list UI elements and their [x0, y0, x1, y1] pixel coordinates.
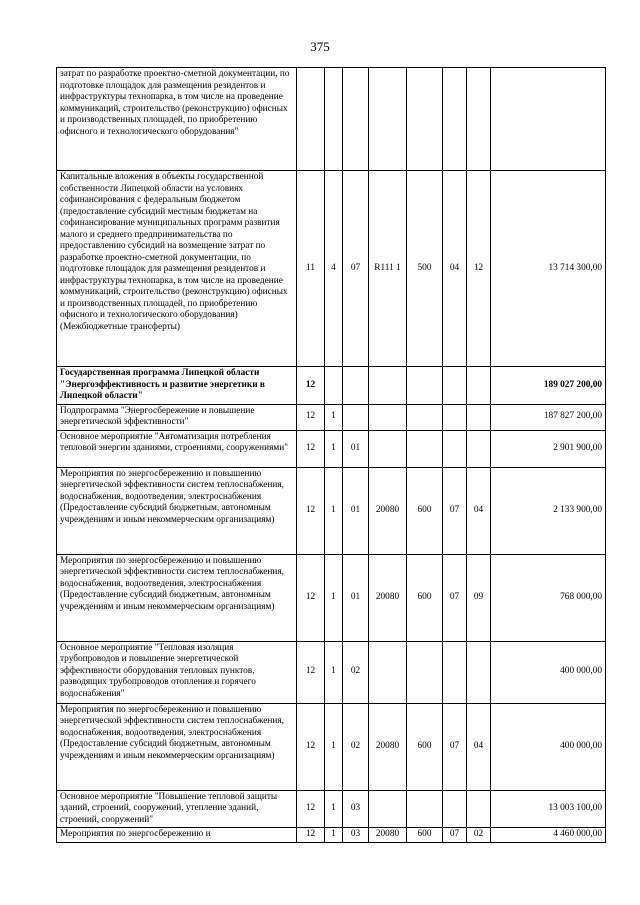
activity-code-cell: 03	[343, 790, 369, 828]
row-description: затрат по разработке проектно-сметной документации, по подготовке площадок для размещения резидентов и инфраструктуры технопарка, в том числе на проведение коммуникаций, строительство (реконструкцию) офисных и производственных площадей, по приобретению офисного и технологического оборудования"	[57, 68, 297, 171]
expense-type-cell	[407, 404, 443, 430]
activity-code-cell: 02	[343, 641, 369, 703]
expense-type-cell	[407, 430, 443, 467]
subprogram-code-cell: 1	[325, 828, 343, 843]
direction-code-cell: 20080	[369, 554, 407, 641]
direction-code-cell	[369, 367, 407, 405]
amount-cell: 2 133 900,00	[491, 467, 606, 554]
subsection-cell: 04	[467, 703, 491, 790]
section-cell	[443, 68, 467, 171]
program-code-cell: 12	[297, 790, 325, 828]
section-cell	[443, 430, 467, 467]
row-description: Мероприятия по энергосбережению и повышению энергетической эффективности систем теплоснабжения, водоснабжения, водоотведения, электроснабжения (Предоставление субсидий бюджетным, автономным учреждениям и иным некоммерческим организациям)	[57, 467, 297, 554]
direction-code-cell	[369, 790, 407, 828]
subprogram-code-cell: 1	[325, 467, 343, 554]
activity-code-cell: 01	[343, 554, 369, 641]
subsection-cell	[467, 790, 491, 828]
direction-code-cell	[369, 641, 407, 703]
section-cell: 07	[443, 554, 467, 641]
table-row	[57, 641, 606, 703]
activity-code-cell	[343, 404, 369, 430]
section-cell	[443, 404, 467, 430]
program-code-cell: 12	[297, 367, 325, 405]
expense-type-cell: 600	[407, 467, 443, 554]
program-code-cell: 11	[297, 171, 325, 367]
expense-type-cell: 500	[407, 171, 443, 367]
subsection-cell	[467, 404, 491, 430]
subprogram-code-cell: 1	[325, 430, 343, 467]
activity-code-cell: 03	[343, 828, 369, 843]
row-description: Мероприятия по энергосбережению и	[57, 828, 297, 843]
section-cell: 07	[443, 703, 467, 790]
section-cell: 07	[443, 828, 467, 843]
subprogram-code-cell: 1	[325, 641, 343, 703]
program-code-cell: 12	[297, 404, 325, 430]
row-description: Капитальные вложения в объекты государственной собственности Липецкой области на условиях софинансирования с федеральным бюджетом (предоставление субсидий местным бюджетам на софинансирование муниципальных программ развития малого и среднего предпринимательства по предоставлению субсидий на возмещение затрат по разработке проектно-сметной документации, по подготовке площадок для размещения резидентов и инфраструктуры технопарка, в том числе на проведение коммуникаций, строительство (реконструкцию) офисных и производственных площадей, по приобретению офисного и технологического оборудования) (Межбюджетные трансферты)	[57, 171, 297, 367]
table-row	[57, 68, 606, 171]
row-description: Государственная программа Липецкой области "Энергоэффективность и развитие энергетики в Липецкой области"	[57, 367, 297, 405]
table-row	[57, 703, 606, 790]
amount-cell: 400 000,00	[491, 641, 606, 703]
subprogram-code-cell	[325, 367, 343, 405]
program-code-cell	[297, 68, 325, 171]
direction-code-cell	[369, 404, 407, 430]
expense-type-cell: 600	[407, 703, 443, 790]
program-code-cell: 12	[297, 554, 325, 641]
section-cell	[443, 641, 467, 703]
table-row	[57, 404, 606, 430]
subsection-cell	[467, 367, 491, 405]
section-cell	[443, 790, 467, 828]
amount-cell: 4 460 000,00	[491, 828, 606, 843]
amount-cell: 187 827 200,00	[491, 404, 606, 430]
expense-type-cell	[407, 367, 443, 405]
subsection-cell	[467, 68, 491, 171]
program-code-cell: 12	[297, 467, 325, 554]
activity-code-cell: 01	[343, 467, 369, 554]
subprogram-code-cell: 4	[325, 171, 343, 367]
row-description: Основное мероприятие "Тепловая изоляция трубопроводов и повышение энергетической эффективности оборудования тепловых пунктов, разводящих трубопроводов отопления и горячего водоснабжения"	[57, 641, 297, 703]
direction-code-cell: R111 1	[369, 171, 407, 367]
activity-code-cell	[343, 68, 369, 171]
table-row	[57, 790, 606, 828]
expense-type-cell	[407, 641, 443, 703]
expense-type-cell	[407, 68, 443, 171]
table-body	[57, 68, 606, 843]
row-description: Основное мероприятие "Повышение тепловой защиты зданий, строений, сооружений, утепление зданий, строений, сооружений"	[57, 790, 297, 828]
table-row	[57, 171, 606, 367]
direction-code-cell: 20080	[369, 828, 407, 843]
expense-type-cell: 600	[407, 828, 443, 843]
direction-code-cell	[369, 430, 407, 467]
budget-table	[56, 67, 606, 843]
amount-cell: 13 714 300,00	[491, 171, 606, 367]
subprogram-code-cell	[325, 68, 343, 171]
program-code-cell: 12	[297, 828, 325, 843]
row-description: Мероприятия по энергосбережению и повышению энергетической эффективности систем теплоснабжения, водоснабжения, водоотведения, электроснабжения (Предоставление субсидий бюджетным, автономным учреждениям и иным некоммерческим организациям)	[57, 554, 297, 641]
direction-code-cell: 20080	[369, 467, 407, 554]
table-row	[57, 554, 606, 641]
amount-cell: 2 901 900,00	[491, 430, 606, 467]
row-description: Подпрограмма "Энергосбережение и повышение энергетической эффективности"	[57, 404, 297, 430]
subprogram-code-cell: 1	[325, 554, 343, 641]
program-code-cell: 12	[297, 703, 325, 790]
page-number: 375	[310, 39, 330, 54]
subsection-cell	[467, 430, 491, 467]
expense-type-cell	[407, 790, 443, 828]
expense-type-cell: 600	[407, 554, 443, 641]
direction-code-cell	[369, 68, 407, 171]
subprogram-code-cell: 1	[325, 790, 343, 828]
subprogram-code-cell: 1	[325, 703, 343, 790]
program-code-cell: 12	[297, 430, 325, 467]
row-description: Основное мероприятие "Автоматизация потребления тепловой энергии зданиями, строениями, сооружениями"	[57, 430, 297, 467]
subsection-cell: 04	[467, 467, 491, 554]
table-row	[57, 828, 606, 843]
program-code-cell: 12	[297, 641, 325, 703]
subprogram-code-cell: 1	[325, 404, 343, 430]
subsection-cell: 02	[467, 828, 491, 843]
direction-code-cell: 20080	[369, 703, 407, 790]
amount-cell: 400 000,00	[491, 703, 606, 790]
activity-code-cell	[343, 367, 369, 405]
amount-cell: 13 003 100,00	[491, 790, 606, 828]
table-row	[57, 367, 606, 405]
activity-code-cell: 07	[343, 171, 369, 367]
row-description: Мероприятия по энергосбережению и повышению энергетической эффективности систем теплоснабжения, водоснабжения, водоотведения, электроснабжения (Предоставление субсидий бюджетным, автономным учреждениям и иным некоммерческим организациям)	[57, 703, 297, 790]
table-row	[57, 430, 606, 467]
activity-code-cell: 01	[343, 430, 369, 467]
subsection-cell: 12	[467, 171, 491, 367]
amount-cell	[491, 68, 606, 171]
table-row	[57, 467, 606, 554]
section-cell: 07	[443, 467, 467, 554]
section-cell	[443, 367, 467, 405]
amount-cell: 768 000,00	[491, 554, 606, 641]
subsection-cell: 09	[467, 554, 491, 641]
amount-cell: 189 027 200,00	[491, 367, 606, 405]
subsection-cell	[467, 641, 491, 703]
activity-code-cell: 02	[343, 703, 369, 790]
section-cell: 04	[443, 171, 467, 367]
